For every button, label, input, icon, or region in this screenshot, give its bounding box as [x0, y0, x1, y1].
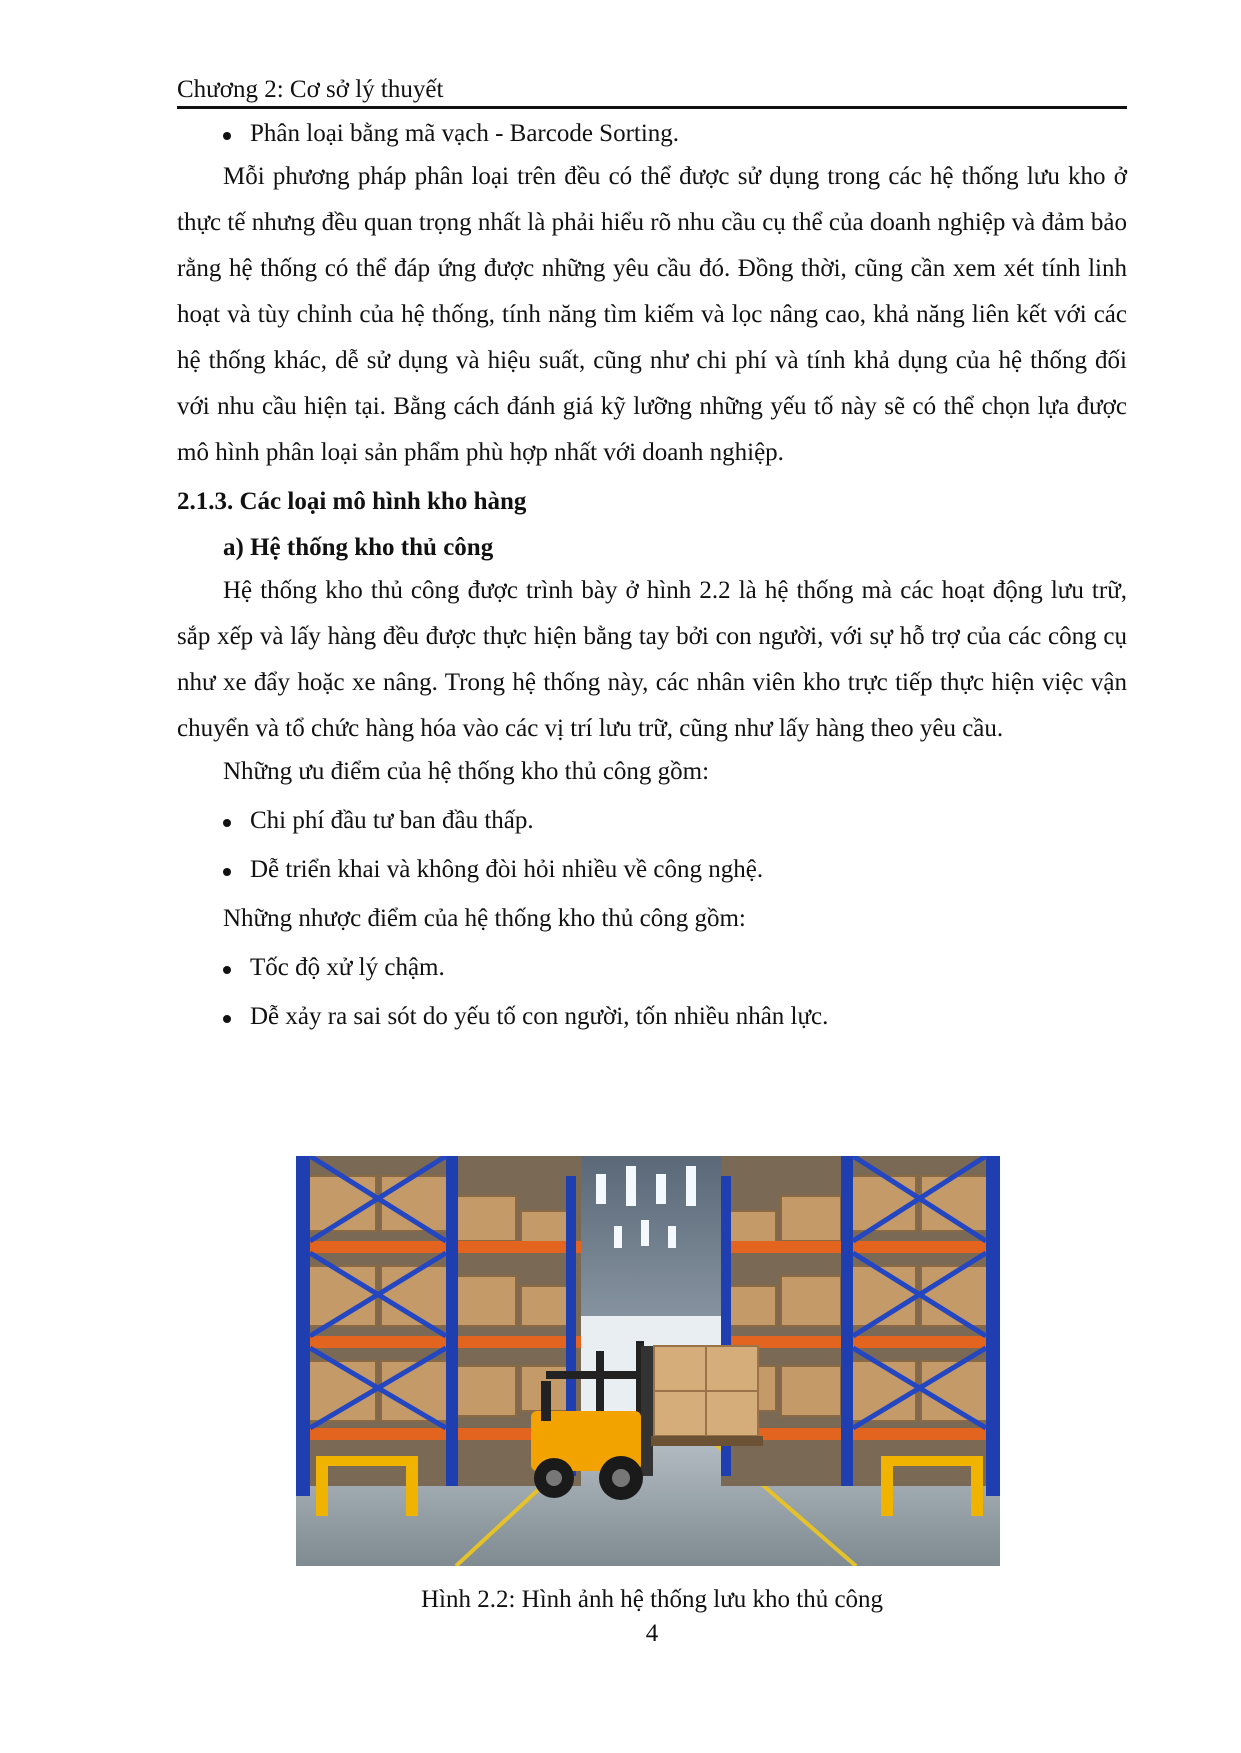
advantages-intro: Những ưu điểm của hệ thống kho thủ công gồm: [223, 758, 710, 785]
bullet-icon [223, 868, 231, 876]
disadvantages-intro: Những nhược điểm của hệ thống kho thủ công gồm: [223, 905, 746, 932]
section-heading: 2.1.3. Các loại mô hình kho hàng [177, 488, 527, 515]
list-item [177, 854, 1127, 886]
bullet-icon [223, 1015, 231, 1023]
list-item-text: Dễ triển khai và không đòi hỏi nhiều về công nghệ. [250, 856, 764, 883]
body-text [177, 118, 1127, 1050]
paragraph-sorting-methods: Mỗi phương pháp phân loại trên đều có thể được sử dụng trong các hệ thống lưu kho ở thực tế nhưng đều quan trọng nhất là phải hiểu rõ nhu cầu cụ thể của doanh nghiệp và đảm bảo rằng hệ thống có thể đáp ứng được những yêu cầu đó. Đồng thời, cũng cần xem xét tính linh hoạt và tùy chỉnh của hệ thống, tính năng tìm kiếm và lọc nâng cao, khả năng liên kết với các hệ thống khác, dễ sử dụng và hiệu suất, cũng như chi phí và tính khả dụng của hệ thống đối với nhu cầu hiện tại. Bằng cách đánh giá kỹ lưỡng những yếu tố này sẽ có thể chọn lựa được mô hình phân loại sản phẩm phù hợp nhất với doanh nghiệp. [177, 163, 1127, 466]
header-rule [177, 106, 1127, 109]
bullet-icon [223, 966, 231, 974]
list-item [177, 952, 1127, 984]
list-item [177, 805, 1127, 837]
page-number: 4 [645, 1620, 659, 1647]
list-item [177, 118, 1127, 150]
subsection-heading: a) Hệ thống kho thủ công [223, 534, 494, 561]
list-item-text: Dễ xảy ra sai sót do yếu tố con người, tốn nhiều nhân lực. [250, 1003, 829, 1030]
chapter-header: Chương 2: Cơ sở lý thuyết [177, 76, 444, 103]
list-item [177, 1001, 1127, 1033]
figure-caption: Hình 2.2: Hình ảnh hệ thống lưu kho thủ công [420, 1586, 884, 1613]
list-item-text: Tốc độ xử lý chậm. [250, 954, 445, 981]
list-item-text: Chi phí đầu tư ban đầu thấp. [250, 807, 534, 834]
list-item-text: Phân loại bằng mã vạch - Barcode Sorting. [250, 120, 680, 147]
warehouse-photo [296, 1156, 1000, 1566]
bullet-icon [223, 819, 231, 827]
paragraph-manual-warehouse: Hệ thống kho thủ công được trình bày ở hình 2.2 là hệ thống mà các hoạt động lưu trữ, sắp xếp và lấy hàng đều được thực hiện bằng tay bởi con người, với sự hỗ trợ của các công cụ như xe đẩy hoặc xe nâng. Trong hệ thống này, các nhân viên kho trực tiếp thực hiện việc vận chuyển và tổ chức hàng hóa vào các vị trí lưu trữ, cũng như lấy hàng theo yêu cầu. [177, 577, 1127, 742]
bullet-icon [223, 132, 231, 140]
